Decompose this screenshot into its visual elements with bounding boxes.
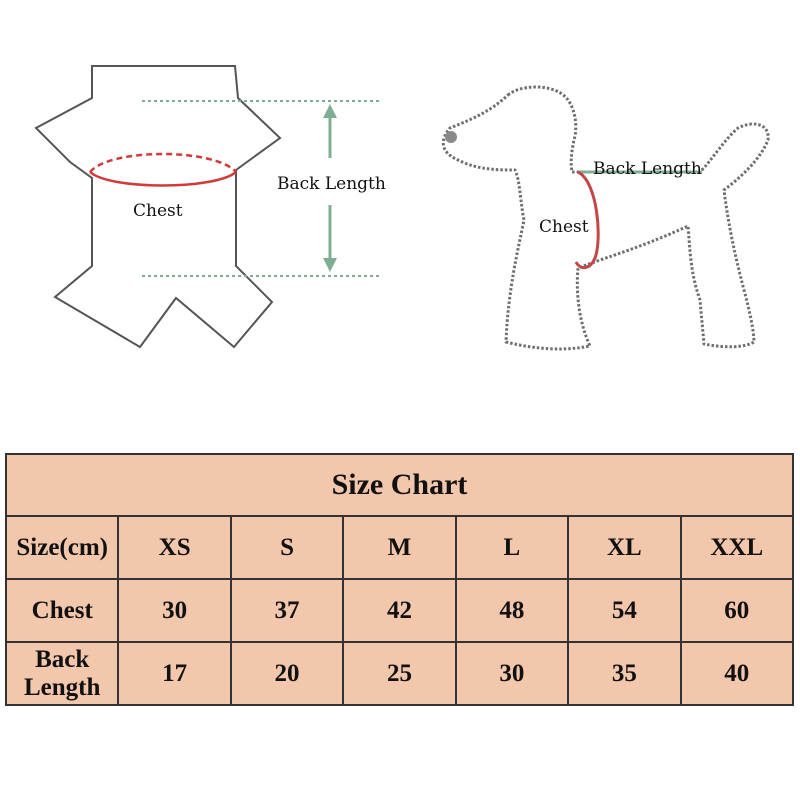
size-label-xs: XS — [118, 516, 230, 579]
chest-value-xs: 30 — [118, 579, 230, 642]
back-length-value-xs: 17 — [118, 642, 230, 705]
back-length-value-xxl: 40 — [681, 642, 793, 705]
size-header-label: Size(cm) — [6, 516, 118, 579]
back-length-value-xl: 35 — [568, 642, 680, 705]
dog-outline — [443, 87, 768, 349]
dog-chest-label: Chest — [539, 217, 589, 237]
chest-row-label: Chest — [6, 579, 118, 642]
back-length-value-m: 25 — [343, 642, 455, 705]
back-length-value-l: 30 — [456, 642, 568, 705]
chest-value-xl: 54 — [568, 579, 680, 642]
size-chart-title: Size Chart — [6, 454, 793, 516]
chest-value-xxl: 60 — [681, 579, 793, 642]
garment-back-length-label: Back Length — [277, 174, 386, 194]
back-length-row — [6, 642, 793, 705]
size-label-l: L — [456, 516, 568, 579]
size-label-m: M — [343, 516, 455, 579]
size-label-xl: XL — [568, 516, 680, 579]
size-label-xxl: XXL — [681, 516, 793, 579]
chest-value-l: 48 — [456, 579, 568, 642]
size-header-row — [6, 516, 793, 579]
dog-back-length-label: Back Length — [593, 159, 702, 179]
chest-value-s: 37 — [231, 579, 343, 642]
back-length-value-s: 20 — [231, 642, 343, 705]
dog-garment-illustration — [36, 66, 386, 347]
chest-row — [6, 579, 793, 642]
size-chart-table — [5, 453, 794, 706]
garment-chest-label: Chest — [133, 201, 183, 221]
back-length-arrowhead-down — [323, 258, 337, 272]
back-length-arrowhead-up — [323, 104, 337, 118]
chest-value-m: 42 — [343, 579, 455, 642]
dog-nose — [445, 131, 457, 143]
back-length-row-label: Back Length — [6, 642, 118, 705]
size-label-s: S — [231, 516, 343, 579]
size-chart-title-row — [6, 454, 793, 516]
dog-illustration — [443, 87, 768, 349]
